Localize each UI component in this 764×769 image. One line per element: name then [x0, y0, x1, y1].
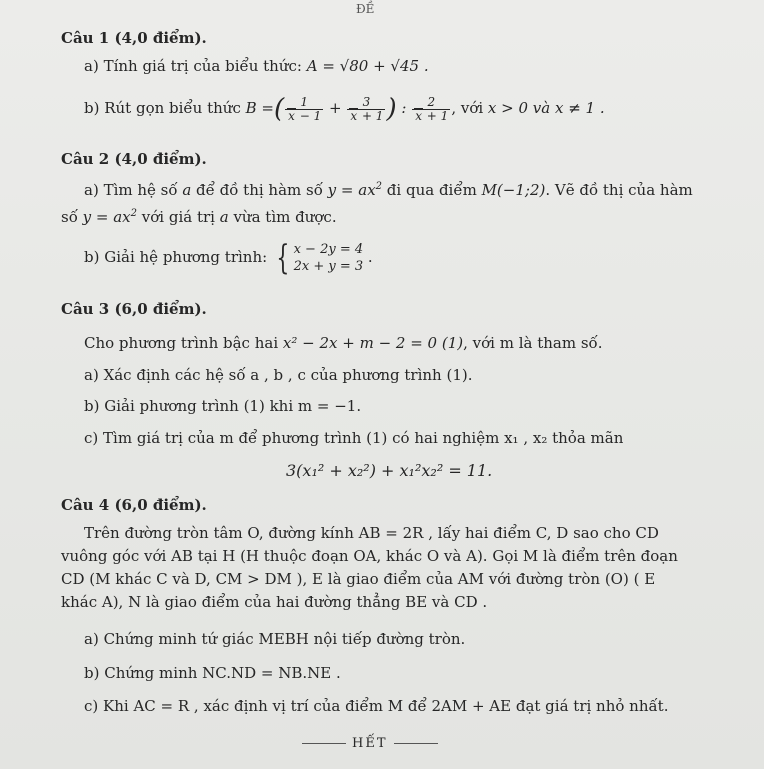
- q1-part-a: [84, 57, 429, 75]
- end-mark: [296, 736, 444, 751]
- q2-a-text1: a) Tìm hệ số: [84, 181, 183, 199]
- q4-part-b: b) Chứng minh NC.ND = NB.NE .: [84, 664, 341, 682]
- q2-a-text6: với giá trị: [137, 208, 220, 226]
- q4-para-line2: vuông góc với AB tại H (H thuộc đoạn OA, khác O và A). Gọi M là điểm trên đoạn: [61, 547, 678, 565]
- q2-a-var2: a: [219, 208, 229, 226]
- q3-intro-text: Cho phương trình bậc hai: [84, 334, 283, 352]
- q2-b-system: [294, 241, 364, 275]
- q2-a-func2: $y = ax^2$: [82, 208, 138, 226]
- q2-part-a-line2: [61, 205, 337, 226]
- q2-part-b: b) Giải hệ phương trình: { x − 2y = 4 2x + y = 3 .: [84, 238, 373, 278]
- q1-b-text: b) Rút gọn biểu thức: [84, 99, 246, 117]
- q3-intro: [84, 334, 603, 352]
- q2-part-a-line1: [84, 178, 693, 199]
- q4-para-line1: Trên đường tròn tâm O, đường kính AB = 2R , lấy hai điểm C, D sao cho CD: [84, 524, 659, 542]
- q3-intro-eq: x² − 2x + m − 2 = 0 (1): [282, 334, 464, 352]
- q1-title: Câu 1 (4,0 điểm).: [61, 29, 207, 47]
- q1-part-b: [84, 91, 605, 126]
- q2-a-text5: số: [61, 208, 83, 226]
- q3-intro-post: , với m là tham số.: [463, 334, 603, 352]
- q3-part-c: c) Tìm giá trị của m để phương trình (1) có hai nghiệm x₁ , x₂ thỏa mãn: [84, 429, 624, 447]
- q3-title: Câu 3 (6,0 điểm).: [61, 300, 207, 318]
- q2-a-point: M(−1;2): [481, 181, 546, 199]
- q1-a-expr: A = √80 + √45 .: [306, 57, 429, 75]
- q4-part-c: c) Khi AC = R , xác định vị trí của điểm M để 2AM + AE đạt giá trị nhỏ nhất.: [84, 697, 669, 715]
- q3-part-b: b) Giải phương trình (1) khi m = −1.: [84, 397, 362, 415]
- q2-a-text3: đi qua điểm: [382, 181, 482, 199]
- q4-title: Câu 4 (6,0 điểm).: [61, 496, 207, 514]
- q2-title: Câu 2 (4,0 điểm).: [61, 150, 207, 168]
- q1-b-with: , với: [451, 99, 488, 117]
- q2-b-eq2: 2x + y = 3: [293, 259, 364, 274]
- q2-a-func: $y = ax^2$: [327, 181, 383, 199]
- q3-part-a: a) Xác định các hệ số a , b , c của phương trình (1).: [84, 366, 473, 384]
- q4-para-line3: CD (M khác C và D, CM > DM ), E là giao điểm của AM với đường tròn (O) ( E: [61, 570, 656, 588]
- top-label: ĐỀ: [356, 2, 375, 16]
- system-brace: {: [276, 238, 290, 278]
- q1-a-text: a) Tính giá trị của biểu thức:: [84, 57, 307, 75]
- end-mark-text: HẾT: [352, 736, 388, 751]
- q1-b-formula: B =( $\frac{1}{x - 1}$ + $\frac{3}{x + 1}$ ) : $\frac{2}{x + 1}$: [245, 94, 449, 124]
- q2-a-var: a: [182, 181, 192, 199]
- q3-c-equation: 3(x₁² + x₂²) + x₁²x₂² = 11.: [286, 461, 493, 480]
- q2-a-text4: . Vẽ đồ thị của hàm: [545, 181, 693, 199]
- q4-part-a: a) Chứng minh tứ giác MEBH nội tiếp đường tròn.: [84, 630, 466, 648]
- q4-para-line4: khác A), N là giao điểm của hai đường thẳng BE và CD .: [61, 593, 488, 611]
- q2-a-text7: vừa tìm được.: [228, 208, 337, 226]
- q2-b-eq1: x − 2y = 4: [293, 242, 364, 257]
- q2-b-text: b) Giải hệ phương trình:: [84, 248, 272, 266]
- q1-b-condition: x > 0 và x ≠ 1 .: [487, 99, 605, 117]
- q2-a-text2: để đồ thị hàm số: [191, 181, 328, 199]
